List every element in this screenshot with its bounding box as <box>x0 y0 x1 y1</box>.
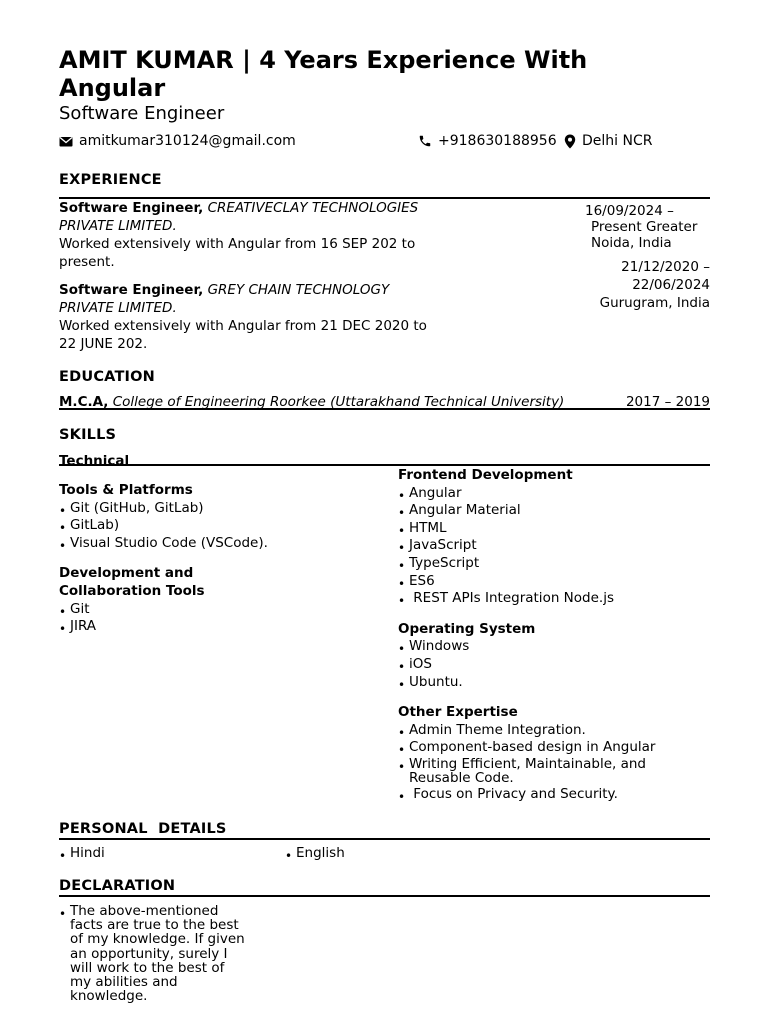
list-item: • Visual Studio Code (VSCode). <box>59 535 379 553</box>
company-line-2: PRIVATE LIMITED. <box>59 300 177 316</box>
list-item: • iOS <box>398 656 708 674</box>
experience-2-dates <box>560 258 710 312</box>
declaration-line: will work to the best of <box>70 959 225 976</box>
personal-details-divider <box>59 838 710 840</box>
list-item: • Git (GitHub, GitLab) <box>59 500 379 518</box>
language-list-2 <box>285 845 485 863</box>
skills-left-column <box>59 482 379 636</box>
resume-title: AMIT KUMAR | 4 Years Experience With Angular <box>59 46 588 102</box>
list-item: • Focus on Privacy and Security. <box>398 786 708 804</box>
date-range-line-1: 16/09/2024 – <box>585 203 674 219</box>
degree: M.C.A, <box>59 394 109 410</box>
declaration-list <box>59 904 319 1003</box>
declaration-heading: DECLARATION <box>59 878 176 894</box>
education-years: 2017 – 2019 <box>625 394 710 410</box>
skills-right-column <box>398 467 708 804</box>
list-item: • Windows <box>398 638 708 656</box>
list-item: • ES6 <box>398 573 708 591</box>
experience-1-dates <box>585 203 697 251</box>
declaration-line: knowledge. <box>70 988 148 1005</box>
envelope-icon <box>59 136 73 147</box>
description-line-1: Worked extensively with Angular from 16 SEP 202 to <box>59 236 416 252</box>
list-item: • Angular <box>398 485 708 503</box>
skill-list <box>398 485 708 608</box>
role: Software Engineer, <box>59 282 204 298</box>
skill-group-title: Development and <box>59 565 194 582</box>
list-item: • HTML <box>398 520 708 538</box>
declaration-line: an opportunity, surely I <box>70 945 228 962</box>
list-item: • Admin Theme Integration. <box>398 722 708 740</box>
list-item: • Component-based design in Angular <box>398 739 708 757</box>
location-text: Delhi NCR <box>582 133 653 149</box>
experience-item-1 <box>59 199 459 271</box>
job-title: Software Engineer <box>59 103 225 124</box>
list-item: • Ubuntu. <box>398 674 708 692</box>
list-item: • REST APIs Integration Node.js <box>398 590 708 608</box>
experience-item-2 <box>59 281 459 353</box>
list-item: • JIRA <box>59 618 379 636</box>
language-list-1 <box>59 845 259 863</box>
list-item: • Git <box>59 601 379 619</box>
phone-icon <box>418 134 432 148</box>
company-line-2: PRIVATE LIMITED. <box>59 218 177 234</box>
skill-group-title: Frontend Development <box>398 467 573 483</box>
personal-details-heading: PERSONAL DETAILS <box>59 821 227 837</box>
skills-heading: SKILLS <box>59 427 117 443</box>
education-heading: EDUCATION <box>59 369 156 385</box>
declaration-divider <box>59 895 710 897</box>
location-pin-icon <box>564 134 576 149</box>
location-contact <box>564 132 652 150</box>
skill-group-title: Other Expertise <box>398 704 518 721</box>
education-divider <box>59 408 710 410</box>
declaration-line: facts are true to the best <box>70 917 239 934</box>
declaration-line: of my knowledge. If given <box>70 931 245 948</box>
declaration-line: The above-mentioned <box>70 903 219 919</box>
skill-list <box>398 638 708 691</box>
list-item: • JavaScript <box>398 537 708 555</box>
description-line-1: Worked extensively with Angular from 21 DEC 2020 to <box>59 318 427 334</box>
date-range-line-1: 21/12/2020 – <box>621 259 710 275</box>
list-item: • GitLab) <box>59 517 379 535</box>
phone-text: +918630188956 <box>438 133 557 149</box>
technical-label: Technical <box>59 453 130 469</box>
skill-group-title: Operating System <box>398 620 536 637</box>
skills-divider <box>59 464 710 466</box>
company: GREY CHAIN TECHNOLOGY <box>207 282 390 298</box>
email-text: amitkumar310124@gmail.com <box>79 133 296 149</box>
experience-location: Noida, India <box>591 235 672 251</box>
list-item-line-1: Writing Efficient, Maintainable, and <box>409 755 646 772</box>
skill-list <box>398 722 708 804</box>
phone-contact[interactable] <box>418 132 557 150</box>
email-contact[interactable] <box>59 132 296 150</box>
language-item: • English <box>285 845 485 863</box>
skill-list <box>59 500 379 553</box>
list-item-line-2: Reusable Code. <box>409 770 514 787</box>
experience-location: Gurugram, India <box>599 295 710 311</box>
list-item <box>398 757 708 786</box>
declaration-line: my abilities and <box>70 974 178 991</box>
company: CREATIVECLAY TECHNOLOGIES <box>207 200 419 216</box>
role: Software Engineer, <box>59 200 204 216</box>
skill-group-title-line-2: Collaboration Tools <box>59 582 205 599</box>
date-range-line-2: 22/06/2024 <box>632 277 710 293</box>
skill-list <box>59 601 379 636</box>
experience-heading: EXPERIENCE <box>59 172 162 188</box>
description-line-2: present. <box>59 254 115 270</box>
declaration-text <box>59 904 319 1003</box>
date-range-line-2: Present Greater <box>591 219 698 235</box>
list-item: • TypeScript <box>398 555 708 573</box>
institution: College of Engineering Roorkee (Uttarakhand Technical University) <box>112 394 565 410</box>
skill-group-title: Tools & Platforms <box>59 482 193 498</box>
description-line-2: 22 JUNE 202. <box>59 336 148 352</box>
list-item: • Angular Material <box>398 502 708 520</box>
language-item: • Hindi <box>59 845 259 863</box>
